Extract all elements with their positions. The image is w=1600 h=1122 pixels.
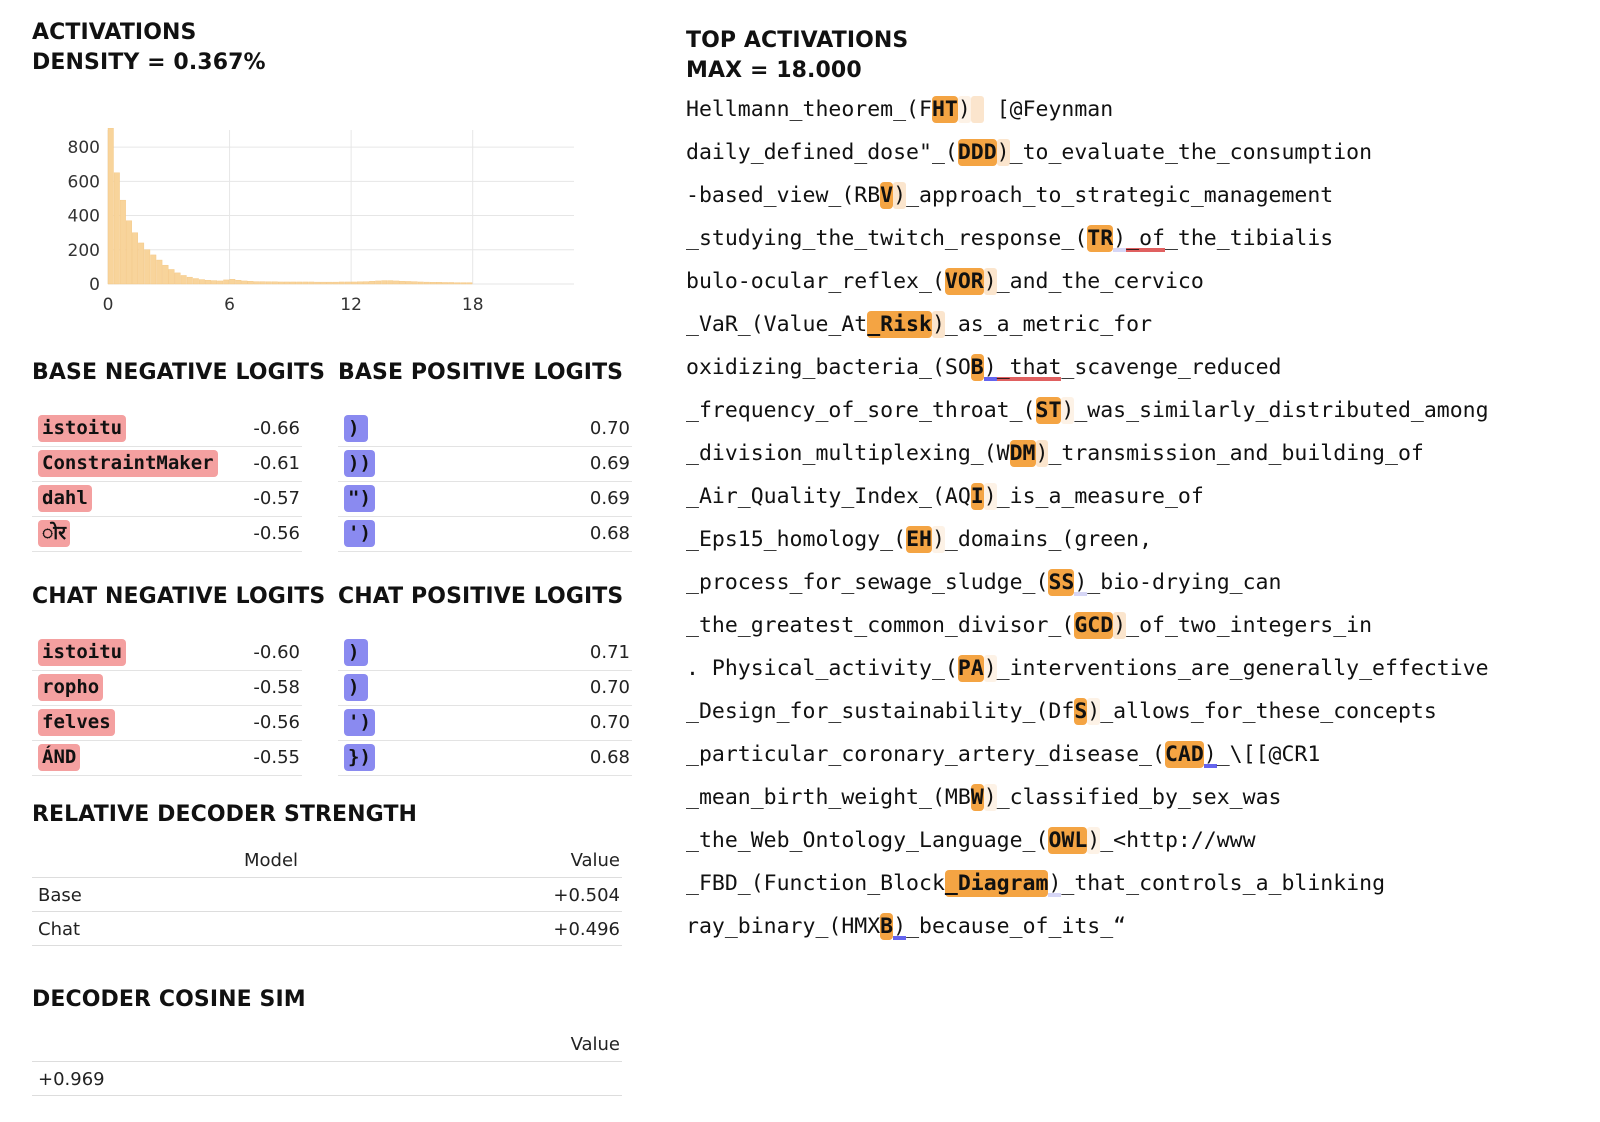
col-value-header: Value bbox=[570, 1034, 620, 1055]
logit-row bbox=[338, 741, 632, 776]
decoder-strength-table bbox=[32, 844, 622, 946]
activation-example bbox=[686, 260, 1586, 303]
activation-token: ) bbox=[1035, 441, 1049, 466]
max-activation-token: I bbox=[970, 484, 984, 509]
logit-row bbox=[32, 447, 302, 482]
histogram-bar bbox=[448, 282, 453, 284]
histogram-bar bbox=[230, 279, 235, 284]
logit-row bbox=[32, 671, 302, 706]
logit-value: -0.58 bbox=[253, 677, 300, 698]
max-activation-token: HT bbox=[931, 97, 958, 122]
logit-value: -0.60 bbox=[253, 642, 300, 663]
activation-example bbox=[686, 217, 1586, 260]
max-activation-token: _Diagram bbox=[944, 871, 1049, 896]
max-activation-token: OWL bbox=[1048, 828, 1088, 853]
histogram-bar bbox=[126, 221, 131, 284]
logit-value: 0.69 bbox=[589, 488, 630, 509]
histogram-bar bbox=[375, 281, 380, 284]
histogram-bar bbox=[236, 280, 241, 284]
y-tick-label: 400 bbox=[67, 206, 100, 227]
histogram-bar bbox=[436, 282, 441, 284]
activation-token: ) bbox=[983, 785, 997, 810]
logit-token: }) bbox=[344, 744, 375, 771]
logit-row bbox=[338, 517, 632, 552]
activation-token: _the_tibialis bbox=[1164, 226, 1334, 251]
histogram-bar bbox=[400, 281, 405, 284]
activation-token bbox=[971, 96, 984, 123]
cosine-value: +0.969 bbox=[38, 1069, 105, 1090]
activation-token: ) bbox=[1061, 398, 1075, 423]
top-activations-max: MAX = 18.000 bbox=[686, 58, 862, 83]
activation-token: _frequency_of_sore_throat_( bbox=[686, 398, 1036, 423]
activation-token: _bio-drying_can bbox=[1087, 570, 1282, 595]
activation-token: ) bbox=[893, 183, 907, 208]
histogram-bar bbox=[242, 281, 247, 284]
activation-token: _scavenge_reduced bbox=[1061, 355, 1282, 380]
left-panel bbox=[32, 18, 622, 78]
activation-token: _that_controls_a_blinking bbox=[1061, 871, 1386, 896]
logit-token: ) bbox=[344, 415, 368, 442]
histogram-bar bbox=[290, 282, 295, 284]
activation-token: ) bbox=[983, 656, 997, 681]
histogram-bar bbox=[339, 282, 344, 284]
histogram-bar bbox=[430, 282, 435, 284]
logit-token: ) bbox=[344, 674, 368, 701]
activation-example bbox=[686, 776, 1586, 819]
cosine-sim-table bbox=[32, 1028, 622, 1096]
activation-token: _VaR_(Value_At bbox=[686, 312, 868, 337]
activation-token: . Physical_activity_( bbox=[686, 656, 958, 681]
histogram-bar bbox=[315, 282, 320, 284]
activation-token: ) bbox=[1113, 613, 1127, 638]
activation-token: _FBD_(Function_Block bbox=[686, 871, 945, 896]
histogram-bar bbox=[211, 281, 216, 284]
activation-token: _was_similarly_distributed_among bbox=[1074, 398, 1489, 423]
base-positive-logits-list bbox=[338, 412, 632, 552]
histogram-bar bbox=[144, 250, 149, 284]
histogram-bar bbox=[193, 279, 198, 284]
histogram-bar bbox=[169, 269, 174, 284]
logit-row bbox=[338, 671, 632, 706]
max-activation-token: CAD bbox=[1164, 742, 1204, 767]
activation-token: [@Feynman bbox=[983, 97, 1114, 122]
table-header bbox=[32, 1028, 622, 1062]
top-activations-title: TOP ACTIVATIONS bbox=[686, 28, 909, 53]
activation-token: _of_two_integers_in bbox=[1126, 613, 1373, 638]
activation-token: _the_greatest_common_divisor_( bbox=[686, 613, 1075, 638]
activation-example bbox=[686, 733, 1586, 776]
activation-token: ) bbox=[996, 140, 1010, 165]
histogram-bar bbox=[217, 281, 222, 284]
histogram-bar bbox=[333, 282, 338, 284]
activation-token: ) bbox=[1087, 699, 1101, 724]
x-tick-label: 0 bbox=[102, 295, 114, 315]
logit-value: -0.56 bbox=[253, 523, 300, 544]
activation-token: ) bbox=[957, 97, 971, 122]
chat-positive-logits-list bbox=[338, 636, 632, 776]
logit-token: ropho bbox=[38, 674, 103, 701]
logit-value: 0.69 bbox=[589, 453, 630, 474]
model-name: Chat bbox=[38, 919, 81, 940]
activation-token: _approach_to_strategic_management bbox=[906, 183, 1334, 208]
histogram-bar bbox=[454, 283, 459, 284]
col-model-header: Model bbox=[244, 850, 299, 871]
activation-token: _domains_(green, bbox=[944, 527, 1153, 552]
activation-example bbox=[686, 88, 1586, 131]
y-tick-label: 0 bbox=[89, 275, 100, 295]
activation-example bbox=[686, 862, 1586, 905]
decoder-strength-title: RELATIVE DECODER STRENGTH bbox=[32, 802, 418, 827]
histogram-bar bbox=[248, 281, 253, 284]
logit-value: 0.70 bbox=[589, 418, 630, 439]
histogram-bar bbox=[175, 273, 180, 284]
activation-token: _transmission_and_building_of bbox=[1048, 441, 1424, 466]
activation-token: ) bbox=[983, 355, 997, 380]
logit-value: 0.68 bbox=[589, 747, 630, 768]
logit-value: -0.56 bbox=[253, 712, 300, 733]
histogram-bar bbox=[327, 282, 332, 284]
activation-token: _of bbox=[1126, 226, 1165, 251]
max-activation-token: W bbox=[970, 785, 984, 810]
chat-negative-logits-list bbox=[32, 636, 302, 776]
logit-value: 0.70 bbox=[589, 712, 630, 733]
max-activation-token: GCD bbox=[1074, 613, 1114, 638]
activation-example bbox=[686, 561, 1586, 604]
logit-token: )) bbox=[344, 450, 375, 477]
y-tick-label: 800 bbox=[67, 138, 100, 159]
logit-value: 0.68 bbox=[589, 523, 630, 544]
top-activations-panel bbox=[686, 26, 1586, 948]
histogram-bar bbox=[357, 282, 362, 284]
activation-token: _division_multiplexing_(W bbox=[686, 441, 1010, 466]
activation-token: ) bbox=[1074, 570, 1088, 595]
activation-token: ) bbox=[983, 269, 997, 294]
max-activation-token: V bbox=[880, 183, 894, 208]
histogram-bar bbox=[151, 255, 156, 284]
activation-token: _studying_the_twitch_response_( bbox=[686, 226, 1088, 251]
activation-example bbox=[686, 346, 1586, 389]
activation-token: _is_a_measure_of bbox=[996, 484, 1204, 509]
chat-negative-logits-title: CHAT NEGATIVE LOGITS bbox=[32, 584, 326, 609]
activation-example bbox=[686, 432, 1586, 475]
logit-token: ') bbox=[344, 520, 375, 547]
logit-row bbox=[32, 412, 302, 447]
activation-token: _\[[@CR1 bbox=[1216, 742, 1321, 767]
histogram-bar bbox=[406, 281, 411, 284]
activation-token: bulo-ocular_reflex_( bbox=[686, 269, 945, 294]
activation-example bbox=[686, 604, 1586, 647]
histogram-bar bbox=[351, 282, 356, 284]
max-activation-token: B bbox=[880, 914, 894, 939]
model-name: Base bbox=[38, 885, 82, 906]
activation-example bbox=[686, 690, 1586, 733]
table-row bbox=[32, 912, 622, 946]
logit-row bbox=[32, 741, 302, 776]
y-tick-label: 600 bbox=[67, 172, 100, 193]
max-activation-token: EH bbox=[906, 527, 932, 552]
col-value-header: Value bbox=[570, 850, 620, 871]
max-activation-token: S bbox=[1074, 699, 1088, 724]
histogram-bar bbox=[303, 282, 308, 284]
activation-token: _Air_Quality_Index_(AQ bbox=[686, 484, 971, 509]
logit-row bbox=[32, 636, 302, 671]
histogram-bar bbox=[309, 282, 314, 284]
activation-token: _Design_for_sustainability_(Df bbox=[686, 699, 1075, 724]
histogram-bar bbox=[418, 282, 423, 284]
logit-token: dahl bbox=[38, 485, 92, 512]
logit-token: ÁND bbox=[38, 744, 80, 771]
histogram-bar bbox=[157, 260, 162, 284]
activation-token: _that bbox=[996, 355, 1062, 380]
cosine-sim-title: DECODER COSINE SIM bbox=[32, 987, 306, 1012]
activation-token: _as_a_metric_for bbox=[944, 312, 1153, 337]
activation-example bbox=[686, 905, 1586, 948]
activation-token: _interventions_are_generally_effective bbox=[996, 656, 1489, 681]
activations-density: DENSITY = 0.367% bbox=[32, 50, 266, 75]
logit-row bbox=[338, 636, 632, 671]
x-tick-label: 6 bbox=[224, 295, 235, 315]
logit-token: istoitu bbox=[38, 415, 126, 442]
logit-token: ) bbox=[344, 639, 368, 666]
table-header bbox=[32, 844, 622, 878]
histogram-bar bbox=[278, 282, 283, 284]
base-positive-logits-title: BASE POSITIVE LOGITS bbox=[338, 360, 624, 385]
max-activation-token: DDD bbox=[957, 140, 997, 165]
histogram-bar bbox=[467, 283, 472, 284]
logit-value: -0.61 bbox=[253, 453, 300, 474]
activation-token: ) bbox=[931, 527, 945, 552]
logit-row bbox=[338, 412, 632, 447]
activation-token: _the_Web_Ontology_Language_( bbox=[686, 828, 1049, 853]
activation-example bbox=[686, 131, 1586, 174]
activation-example bbox=[686, 389, 1586, 432]
histogram-bar bbox=[205, 280, 210, 284]
histogram-bar bbox=[345, 282, 350, 284]
activation-examples bbox=[686, 88, 1586, 948]
max-activation-token: _Risk bbox=[867, 312, 932, 337]
logit-row bbox=[338, 447, 632, 482]
histogram-bar bbox=[388, 281, 393, 284]
activation-token: ) bbox=[1113, 226, 1127, 251]
activation-token: ) bbox=[1048, 871, 1062, 896]
activation-token: ) bbox=[983, 484, 997, 509]
activation-token: _Eps15_homology_( bbox=[686, 527, 907, 552]
histogram-bar bbox=[199, 280, 204, 284]
logit-token: ConstraintMaker bbox=[38, 450, 218, 477]
histogram-bar bbox=[260, 282, 265, 284]
histogram-bar bbox=[272, 282, 277, 284]
activation-histogram bbox=[36, 118, 596, 328]
base-negative-logits-title: BASE NEGATIVE LOGITS bbox=[32, 360, 326, 385]
max-activation-token: ST bbox=[1035, 398, 1062, 423]
activation-token: _because_of_its_“ bbox=[906, 914, 1127, 939]
activation-example bbox=[686, 303, 1586, 346]
logit-value: -0.55 bbox=[253, 747, 300, 768]
max-activation-token: TR bbox=[1087, 226, 1114, 251]
max-activation-token: DM bbox=[1009, 441, 1036, 466]
model-value: +0.496 bbox=[553, 919, 620, 940]
max-activation-token: VOR bbox=[944, 269, 984, 294]
activation-token: daily_defined_dose"_( bbox=[686, 140, 958, 165]
activation-example bbox=[686, 475, 1586, 518]
activation-token: _<http://www bbox=[1100, 828, 1256, 853]
activation-token: oxidizing_bacteria_(SO bbox=[686, 355, 971, 380]
histogram-bar bbox=[266, 282, 271, 284]
logit-token: ") bbox=[344, 485, 375, 512]
histogram-bar bbox=[369, 281, 374, 284]
activation-token: ) bbox=[1203, 742, 1217, 767]
chat-positive-logits-title: CHAT POSITIVE LOGITS bbox=[338, 584, 624, 609]
histogram-bar bbox=[108, 128, 113, 284]
base-negative-logits-list bbox=[32, 412, 302, 552]
histogram-bar bbox=[187, 277, 192, 284]
logit-value: -0.66 bbox=[253, 418, 300, 439]
activation-token: ) bbox=[931, 312, 945, 337]
histogram-bar bbox=[382, 281, 387, 284]
activation-token: _particular_coronary_artery_disease_( bbox=[686, 742, 1165, 767]
activation-token: _to_evaluate_the_consumption bbox=[1009, 140, 1373, 165]
activations-title: ACTIVATIONS bbox=[32, 20, 197, 45]
activation-token: ) bbox=[1087, 828, 1101, 853]
histogram-bar bbox=[461, 283, 466, 284]
logit-value: -0.57 bbox=[253, 488, 300, 509]
max-activation-token: SS bbox=[1048, 570, 1075, 595]
max-activation-token: B bbox=[970, 355, 984, 380]
logit-row bbox=[32, 517, 302, 552]
activation-example bbox=[686, 819, 1586, 862]
logit-row bbox=[338, 482, 632, 517]
model-value: +0.504 bbox=[553, 885, 620, 906]
activation-token: Hellmann_theorem_(F bbox=[686, 97, 932, 122]
histogram-bar bbox=[223, 280, 228, 284]
histogram-bar bbox=[424, 282, 429, 284]
logit-token: istoitu bbox=[38, 639, 126, 666]
x-tick-label: 12 bbox=[340, 295, 362, 315]
histogram-bar bbox=[394, 281, 399, 284]
histogram-bar bbox=[181, 275, 186, 284]
activation-token: ray_binary_(HMX bbox=[686, 914, 881, 939]
activation-example bbox=[686, 647, 1586, 690]
table-row bbox=[32, 878, 622, 912]
y-tick-label: 200 bbox=[67, 240, 100, 261]
logit-value: 0.71 bbox=[589, 642, 630, 663]
histogram-bar bbox=[163, 265, 168, 284]
logit-token: ोर bbox=[38, 520, 70, 547]
histogram-bar bbox=[363, 282, 368, 284]
activation-example bbox=[686, 174, 1586, 217]
logit-token: ') bbox=[344, 709, 375, 736]
x-tick-label: 18 bbox=[461, 295, 484, 315]
max-activation-token: PA bbox=[957, 656, 984, 681]
logit-row bbox=[338, 706, 632, 741]
histogram-bar bbox=[321, 282, 326, 284]
histogram-bar bbox=[284, 282, 289, 284]
histogram-bar bbox=[114, 173, 119, 284]
histogram-bar bbox=[120, 200, 125, 284]
activation-example bbox=[686, 518, 1586, 561]
activation-token: _allows_for_these_concepts bbox=[1100, 699, 1437, 724]
histogram-bar bbox=[296, 282, 301, 284]
histogram-bar bbox=[412, 282, 417, 284]
logit-token: felves bbox=[38, 709, 115, 736]
activation-token: ) bbox=[893, 914, 907, 939]
table-row bbox=[32, 1062, 622, 1096]
histogram-bar bbox=[138, 243, 143, 284]
histogram-bar bbox=[132, 233, 137, 284]
histogram-bar bbox=[254, 282, 259, 284]
logit-value: 0.70 bbox=[589, 677, 630, 698]
logit-row bbox=[32, 706, 302, 741]
activation-token: -based_view_(RB bbox=[686, 183, 881, 208]
activation-token: _classified_by_sex_was bbox=[996, 785, 1282, 810]
activation-token: _mean_birth_weight_(MB bbox=[686, 785, 971, 810]
activation-token: _process_for_sewage_sludge_( bbox=[686, 570, 1049, 595]
activation-token: _and_the_cervico bbox=[996, 269, 1204, 294]
histogram-bar bbox=[442, 282, 447, 284]
logit-row bbox=[32, 482, 302, 517]
